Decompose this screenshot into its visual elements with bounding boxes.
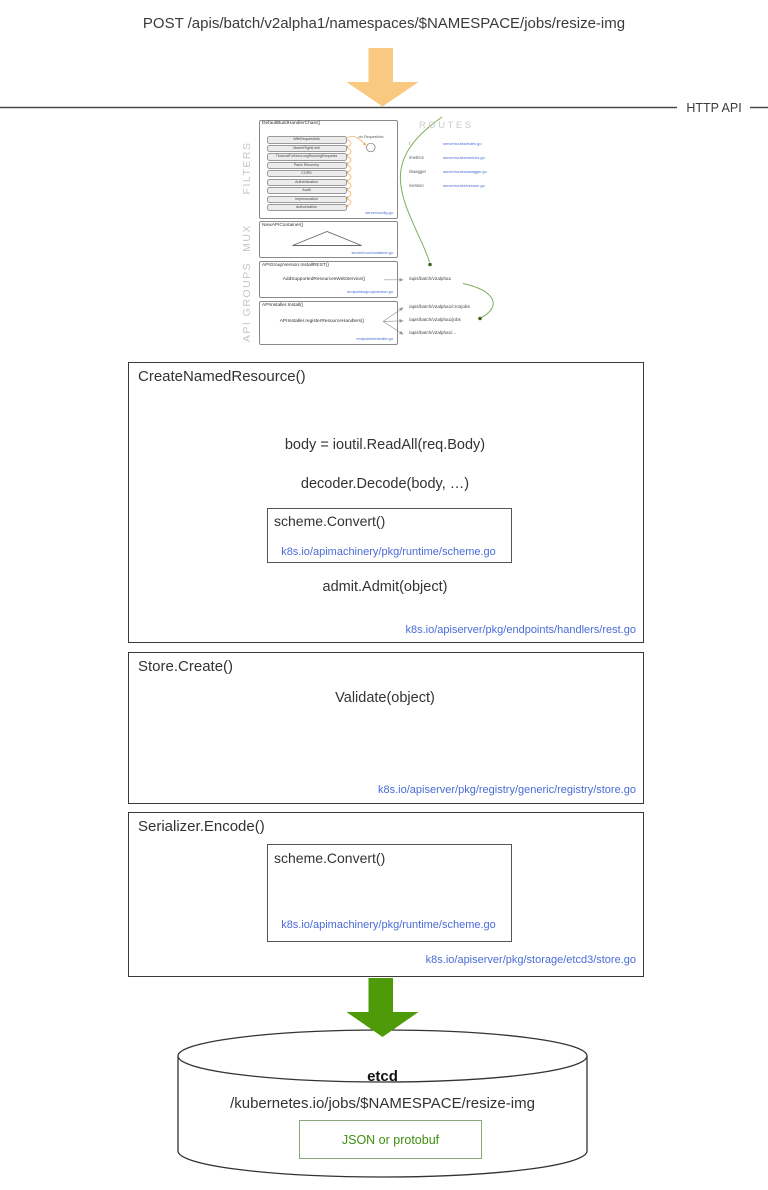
scheme-file-link: k8s.io/apimachinery/pkg/runtime/scheme.go xyxy=(281,546,496,558)
request-routing-curve xyxy=(400,117,493,318)
filter-item: TimeoutForNonLongRunningRequests xyxy=(267,153,347,160)
admit-step: admit.Admit(object) xyxy=(322,579,448,595)
installer-file-link: endpoints/installer.go xyxy=(356,335,393,341)
group-version-file-link: endpoints/groupversion.go xyxy=(347,288,393,294)
read-body-step: body = ioutil.ReadAll(req.Body) xyxy=(284,437,486,453)
store-create-file-link: k8s.io/apiserver/pkg/registry/generic/registry/store.go xyxy=(378,784,636,796)
validate-step: Validate(object) xyxy=(335,690,435,706)
filter-chain-title: DefaultBuildHandlerChain() xyxy=(262,121,321,126)
filter-chain-file-link: server/config.go xyxy=(365,209,393,215)
filter-item: Authorization xyxy=(267,204,347,211)
scheme-file-link: k8s.io/apimachinery/pkg/runtime/scheme.go xyxy=(281,919,496,931)
request-title: POST /apis/batch/v2alpha1/namespaces/$NAMESPACE/jobs/resize-img xyxy=(142,15,626,32)
curve-endpoint-dot xyxy=(428,263,432,267)
json-format-label: JSON or protobuf xyxy=(341,1132,440,1147)
create-handler-title: CreateNamedResource() xyxy=(138,368,306,385)
scheme-convert-title: scheme.Convert() xyxy=(274,850,386,866)
registered-path: /apis/batch/v2alpha1/jobs xyxy=(409,317,461,323)
group-version-call: AddSupportedResourcesWebService() xyxy=(282,276,366,282)
decode-step: decoder.Decode(body, …) xyxy=(300,476,470,492)
api-groups-section-label: API GROUPS xyxy=(241,261,253,343)
filter-item: Panic Recovery xyxy=(267,162,347,169)
registered-path: /apis/batch/v2alpha1 xyxy=(409,275,452,281)
filter-item: WithRequestInfo xyxy=(267,136,347,143)
route-file-link: server/routes/index.go xyxy=(443,141,482,146)
registered-path: /apis/batch/v2alpha1/cronjobs xyxy=(409,304,470,309)
installer-title: APIInstaller.Install() xyxy=(262,302,304,308)
route-path: /metrics xyxy=(409,155,424,160)
serializer-title: Serializer.Encode() xyxy=(138,818,265,835)
http-api-label: HTTP API xyxy=(686,101,742,115)
filter-item: Authentication xyxy=(267,179,347,186)
storage-flow-arrow-icon xyxy=(347,978,419,1037)
create-handler-file-link: k8s.io/apiserver/pkg/endpoints/handlers/rest.go xyxy=(405,624,636,636)
mux-box-title: NewAPIContainer() xyxy=(262,222,304,228)
request-flow-arrow-icon xyxy=(347,48,419,107)
json-format-box xyxy=(299,1120,482,1159)
curve-endpoint-dot xyxy=(478,317,482,321)
routes-header: ROUTES xyxy=(419,119,474,131)
route-path: /version xyxy=(409,183,424,188)
mux-section-label: MUX xyxy=(241,224,253,252)
route-file-link: server/routes/version.go xyxy=(443,183,485,188)
filter-item: MaxInFlightLimit xyxy=(267,145,347,152)
scheme-convert-title: scheme.Convert() xyxy=(274,513,386,529)
filter-item: Audit xyxy=(267,187,347,194)
installer-call: APIInstaller.registerResourceHandlers() xyxy=(279,318,365,324)
registered-path: /apis/batch/v2alpha1/... xyxy=(409,330,457,336)
filter-item: Impersonation xyxy=(267,196,347,203)
route-path: /swagger xyxy=(409,169,426,174)
request-info-annotation: ctx.RequestInfo xyxy=(358,135,384,139)
store-create-title: Store.Create() xyxy=(138,658,234,675)
etcd-key: /kubernetes.io/jobs/$NAMESPACE/resize-img xyxy=(230,1095,535,1112)
route-file-link: server/routes/metrics.go xyxy=(443,155,485,160)
serializer-file-link: k8s.io/apiserver/pkg/storage/etcd3/store.go xyxy=(425,954,636,966)
route-file-link: server/routes/swagger.go xyxy=(443,169,487,174)
group-version-title: APIGroupVersion.InstallREST() xyxy=(262,262,329,268)
mux-file-link: server/mux/container.go xyxy=(351,249,393,255)
filters-section-label: FILTERS xyxy=(241,141,253,195)
create-handler-box xyxy=(128,362,644,643)
filter-item: CORS xyxy=(267,170,347,177)
etcd-title: etcd xyxy=(367,1068,398,1085)
route-path: / xyxy=(409,141,411,146)
